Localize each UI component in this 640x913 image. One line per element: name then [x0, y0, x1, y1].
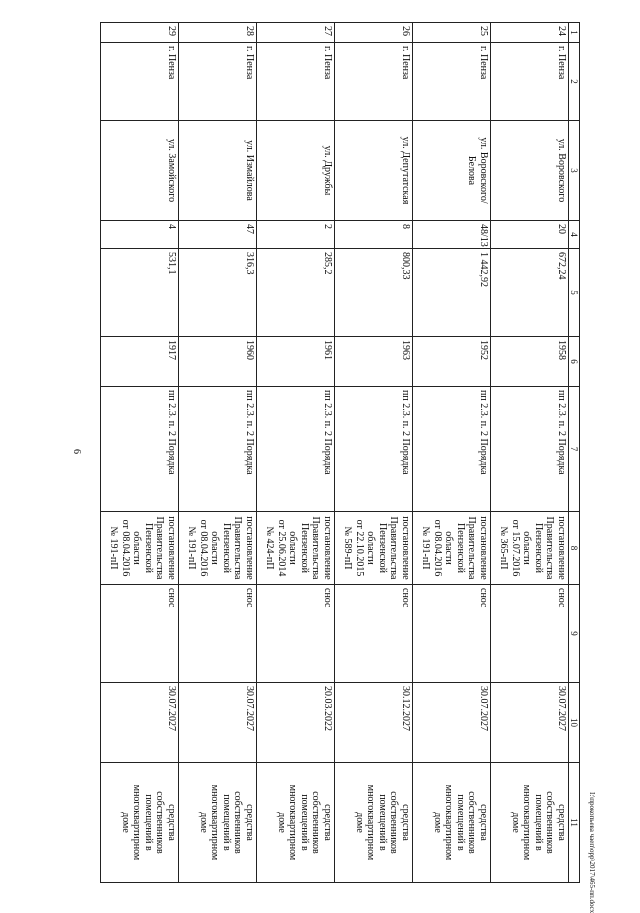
- year-cell: 1952: [412, 337, 490, 387]
- column-number: 11: [568, 763, 579, 883]
- housing-table: [100, 22, 580, 883]
- house-cell: 4: [101, 221, 179, 249]
- column-number: 4: [568, 221, 579, 249]
- area-cell: 672,24: [490, 249, 568, 337]
- row-number: 27: [256, 23, 334, 43]
- deadline-cell: 20.03.2022: [256, 683, 334, 763]
- year-cell: 1917: [101, 337, 179, 387]
- year-cell: 1958: [490, 337, 568, 387]
- city-cell: г. Пенза: [412, 43, 490, 121]
- column-number: 5: [568, 249, 579, 337]
- basis-cell: пп 2.3. п. 2 Порядка: [256, 387, 334, 512]
- measure-cell: снос: [490, 585, 568, 683]
- measure-cell: снос: [178, 585, 256, 683]
- footer-file-path: I:\прокопьева чаеп\орр\2017\465-пп.docx: [588, 792, 596, 913]
- measure-cell: снос: [334, 585, 412, 683]
- funding-cell: средства собственников помещений в многоквартирном доме: [256, 763, 334, 883]
- deadline-cell: 30.07.2027: [178, 683, 256, 763]
- column-number: 8: [568, 512, 579, 585]
- table-row: [101, 23, 179, 883]
- basis-cell: пп 2.3. п. 2 Порядка: [101, 387, 179, 512]
- street-cell: ул. Измайлова: [178, 121, 256, 221]
- street-cell: ул. Воровского/ Белова: [412, 121, 490, 221]
- rotated-table-wrapper: [100, 22, 580, 882]
- house-cell: 2: [256, 221, 334, 249]
- street-cell: ул. Дружбы: [256, 121, 334, 221]
- deadline-cell: 30.07.2027: [412, 683, 490, 763]
- table-row: [490, 23, 568, 883]
- house-cell: 47: [178, 221, 256, 249]
- area-cell: 285,2: [256, 249, 334, 337]
- city-cell: г. Пенза: [256, 43, 334, 121]
- year-cell: 1960: [178, 337, 256, 387]
- column-number: 2: [568, 43, 579, 121]
- basis-cell: пп 2.3. п. 2 Порядка: [490, 387, 568, 512]
- row-number: 26: [334, 23, 412, 43]
- basis-cell: пп 2.3. п. 2 Порядка: [412, 387, 490, 512]
- year-cell: 1961: [256, 337, 334, 387]
- year-cell: 1963: [334, 337, 412, 387]
- measure-cell: снос: [412, 585, 490, 683]
- street-cell: ул. Депутатская: [334, 121, 412, 221]
- street-cell: ул. Замойского: [101, 121, 179, 221]
- area-cell: 316,3: [178, 249, 256, 337]
- decision-cell: постановление Правительства Пензенской области от 08.04.2016 № 191-пП: [101, 512, 179, 585]
- deadline-cell: 30.12.2027: [334, 683, 412, 763]
- deadline-cell: 30.07.2027: [490, 683, 568, 763]
- funding-cell: средства собственников помещений в многоквартирном доме: [412, 763, 490, 883]
- area-cell: 1 442,92: [412, 249, 490, 337]
- house-cell: 20: [490, 221, 568, 249]
- funding-cell: средства собственников помещений в многоквартирном доме: [101, 763, 179, 883]
- measure-cell: снос: [256, 585, 334, 683]
- funding-cell: средства собственников помещений в многоквартирном доме: [334, 763, 412, 883]
- row-number: 25: [412, 23, 490, 43]
- column-number-row: [568, 23, 579, 883]
- basis-cell: пп 2.3. п. 2 Порядка: [334, 387, 412, 512]
- decision-cell: постановление Правительства Пензенской области от 08.04.2016 № 191-пП: [178, 512, 256, 585]
- city-cell: г. Пенза: [178, 43, 256, 121]
- row-number: 28: [178, 23, 256, 43]
- city-cell: г. Пенза: [101, 43, 179, 121]
- street-cell: ул. Воровского: [490, 121, 568, 221]
- decision-cell: постановление Правительства Пензенской области от 08.04.2016 № 191-пП: [412, 512, 490, 585]
- decision-cell: постановление Правительства Пензенской области от 22.10.2015 № 589-пП: [334, 512, 412, 585]
- table-row: [334, 23, 412, 883]
- decision-cell: постановление Правительства Пензенской области от 25.06.2014 № 424-пП: [256, 512, 334, 585]
- city-cell: г. Пенза: [334, 43, 412, 121]
- column-number: 10: [568, 683, 579, 763]
- funding-cell: средства собственников помещений в многоквартирном доме: [178, 763, 256, 883]
- table-row: [412, 23, 490, 883]
- row-number: 24: [490, 23, 568, 43]
- house-cell: 8: [334, 221, 412, 249]
- deadline-cell: 30.07.2027: [101, 683, 179, 763]
- basis-cell: пп 2.3. п. 2 Порядка: [178, 387, 256, 512]
- column-number: 7: [568, 387, 579, 512]
- measure-cell: снос: [101, 585, 179, 683]
- area-cell: 800,33: [334, 249, 412, 337]
- row-number: 29: [101, 23, 179, 43]
- decision-cell: постановление Правительства Пензенской области от 15.07.2016 № 365-пП: [490, 512, 568, 585]
- column-number: 1: [568, 23, 579, 43]
- table-row: [178, 23, 256, 883]
- funding-cell: средства собственников помещений в многоквартирном доме: [490, 763, 568, 883]
- city-cell: г. Пенза: [490, 43, 568, 121]
- column-number: 6: [568, 337, 579, 387]
- area-cell: 531,1: [101, 249, 179, 337]
- column-number: 3: [568, 121, 579, 221]
- column-number: 9: [568, 585, 579, 683]
- table-row: [256, 23, 334, 883]
- house-cell: 48/13: [412, 221, 490, 249]
- page-number: 6: [71, 449, 82, 454]
